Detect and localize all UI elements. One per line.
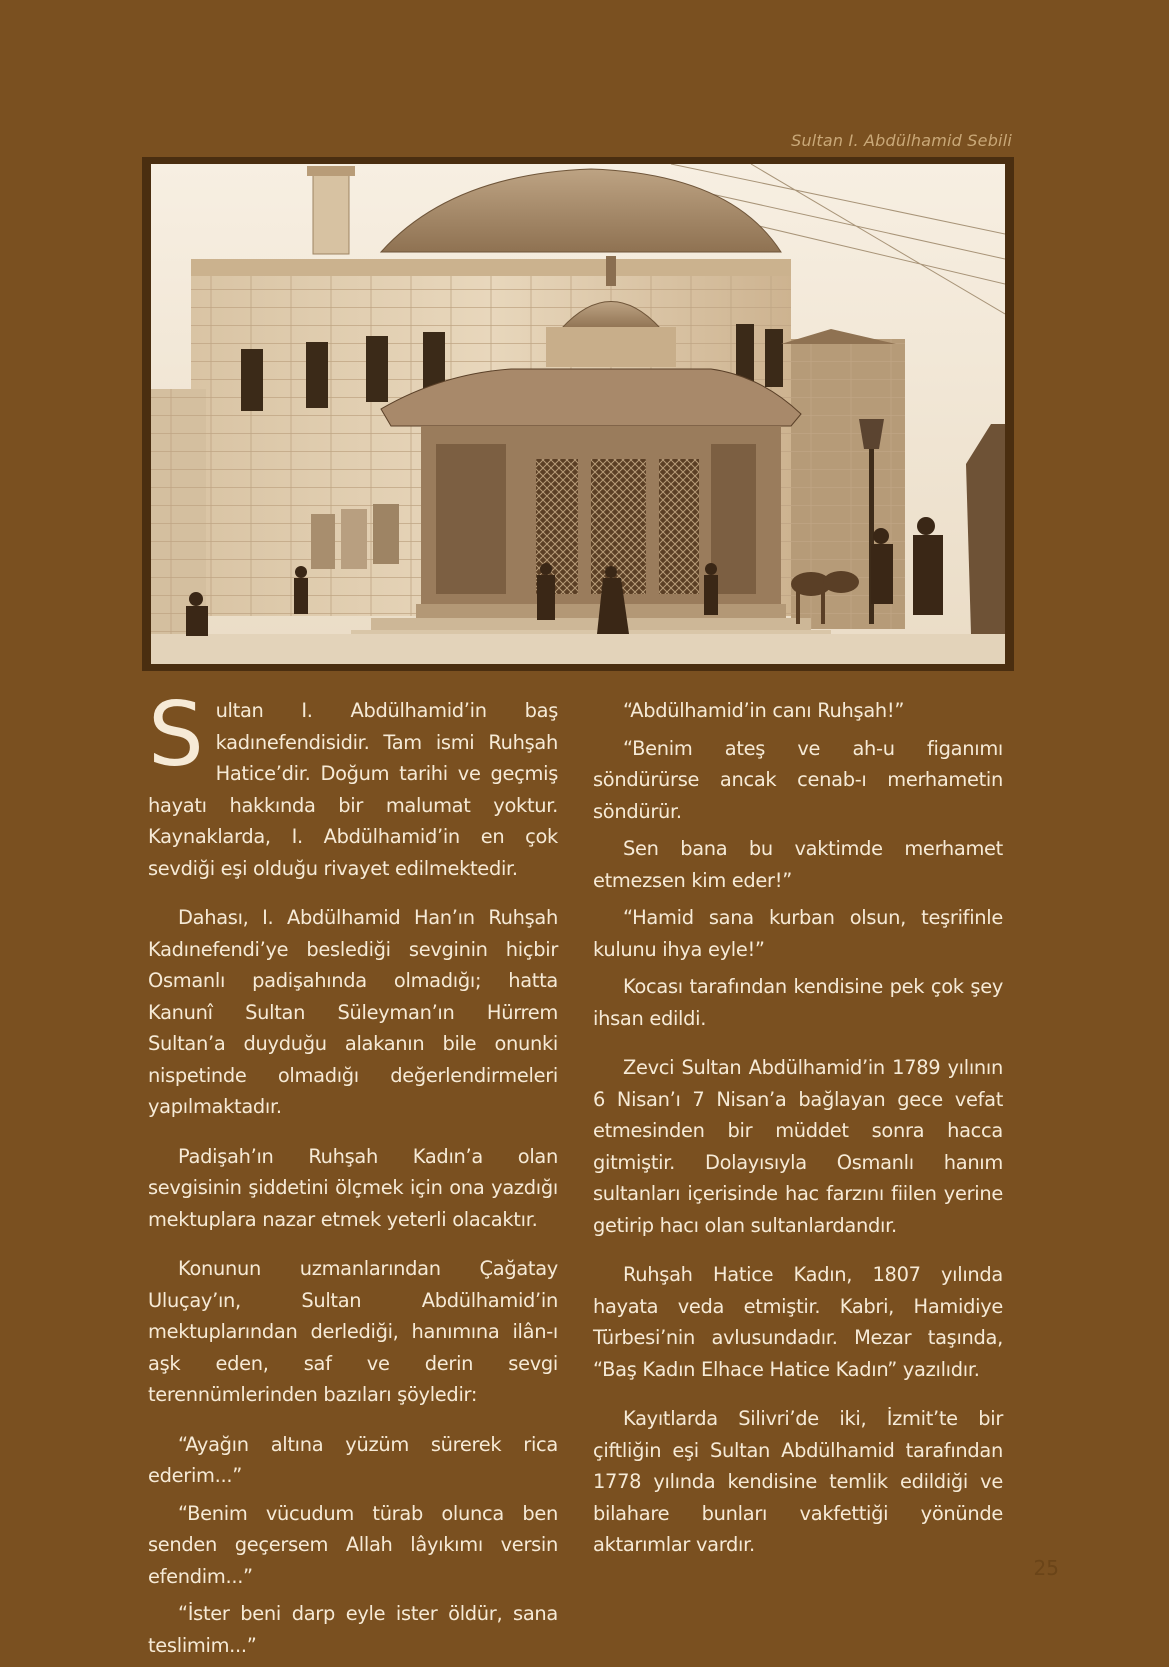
- right-column: [593, 695, 1003, 1567]
- left-column: [148, 683, 558, 1667]
- paragraph: Padişah’ın Ruhşah Kadın’a olan sevgisinin şiddetini ölçmek için ona yazdığı mektuplara nazar etmek yeterli olacaktır.: [148, 1144, 558, 1231]
- page-number: 25: [1033, 1556, 1059, 1580]
- paragraph: Kocası tarafından kendisine pek çok şey ihsan edildi.: [593, 975, 1003, 1030]
- paragraph: Kayıtlarda Silivri’de iki, İzmit’te bir çiftliğin eşi Sultan Abdülhamid tarafından 1778 yılında kendisine temlik edildiği ve bilahare bunları vakfettiği yönünde aktarımlar vardır.: [593, 1407, 1003, 1556]
- photo-frame: [142, 157, 1014, 671]
- historic-sebil-photo: [151, 164, 1005, 664]
- quote: “Hamid sana kurban olsun, teşrifinle kulunu ihya eyle!”: [593, 906, 1003, 961]
- paragraph: Zevci Sultan Abdülhamid’in 1789 yılının 6 Nisan’ı 7 Nisan’a bağlayan gece vefat etmesinden bir müddet sonra hacca gitmiştir. Dolayısıyla Osmanlı hanım sultanları içerisinde hac farzını fiilen yerine getirip hacı olan sultanlardandır.: [593, 1056, 1003, 1237]
- intro-paragraph: [148, 683, 558, 884]
- quote: Sen bana bu vaktimde merhamet etmezsen kim eder!”: [593, 837, 1003, 892]
- quote: “Benim ateş ve ah-u figanımı söndürürse ancak cenab-ı merhametin söndürür.: [593, 736, 1003, 823]
- paragraph: Ruhşah Hatice Kadın, 1807 yılında hayata veda etmiştir. Kabri, Hamidiye Türbesi’nin avlusundadır. Mezar taşında, “Baş Kadın Elhace Hatice Kadın” yazılıdır.: [593, 1263, 1003, 1381]
- paragraph: Konunun uzmanlarından Çağatay Uluçay’ın, Sultan Abdülhamid’in mektuplarından derlediği, hanımına ilân-ı aşk eden, saf ve derin sevgi terennümlerinden bazıları şöyledir:: [148, 1257, 558, 1406]
- drop-cap: S: [148, 683, 204, 786]
- quote: “Ayağın altına yüzüm sürerek rica ederim...”: [148, 1432, 558, 1487]
- quote: “İster beni darp eyle ister öldür, sana teslimim...”: [148, 1602, 558, 1657]
- paragraph: Dahası, I. Abdülhamid Han’ın Ruhşah Kadınefendi’ye beslediği sevginin hiçbir Osmanlı padişahında olmadığı; hatta Kanunî Sultan Süleyman’ın Hürrem Sultan’a duyduğu alakanın bile onunki nispetinde olmadığı değerlendirmeleri yapılmaktadır.: [148, 906, 558, 1118]
- quote: “Benim vücudum türab olunca ben senden geçersem Allah lâyıkımı versin efendim...”: [148, 1501, 558, 1588]
- photo-caption: Sultan I. Abdülhamid Sebili: [791, 131, 1012, 150]
- quote: “Abdülhamid’in canı Ruhşah!”: [623, 699, 905, 722]
- intro-text: ultan I. Abdülhamid’in baş kadınefendisidir. Tam ismi Ruhşah Hatice’dir. Doğum tarihi ve geçmiş hayatı hakkında bir malumat yoktur. Kaynaklarda, I. Abdülhamid’in en çok sevdiği eşi olduğu rivayet edilmektedir.: [148, 699, 558, 880]
